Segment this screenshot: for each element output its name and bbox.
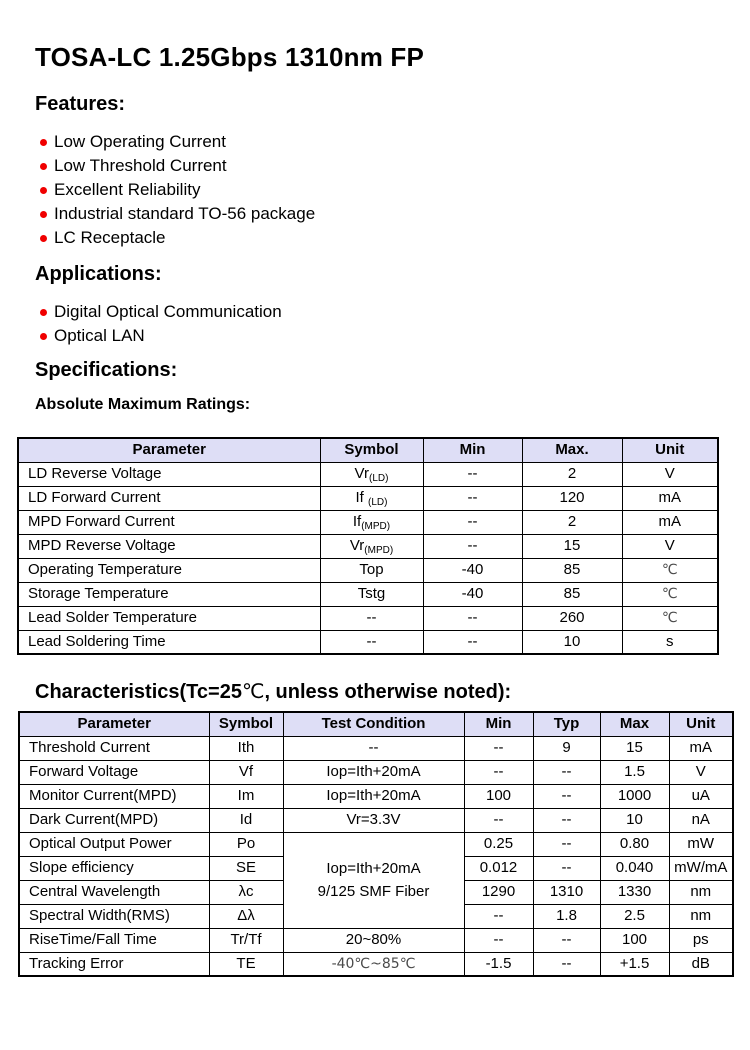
col-header-test-condition: Test Condition xyxy=(283,712,464,736)
col-header-unit: Unit xyxy=(669,712,733,736)
symbol-base: If xyxy=(355,489,369,506)
heading-text: Characteristics(Tc=25 xyxy=(35,681,242,703)
table-row xyxy=(19,952,733,976)
cell-parameter: Storage Temperature xyxy=(18,582,320,606)
cell-max: 1.5 xyxy=(600,760,669,784)
cell-symbol: -- xyxy=(320,606,423,630)
table-header-row xyxy=(18,438,718,462)
cell-symbol: Tr/Tf xyxy=(209,928,283,952)
cell-condition: Vr=3.3V xyxy=(283,808,464,832)
bullet-icon xyxy=(40,187,47,194)
abs-max-ratings-heading: Absolute Maximum Ratings: xyxy=(35,396,251,413)
cell-min: -1.5 xyxy=(464,952,533,976)
cell-max: 2.5 xyxy=(600,904,669,928)
cell-symbol xyxy=(320,534,423,558)
cell-typ: -- xyxy=(533,808,600,832)
cell-unit: dB xyxy=(669,952,733,976)
col-header-unit: Unit xyxy=(622,438,718,462)
characteristics-table xyxy=(18,711,734,977)
symbol-base: If xyxy=(352,513,362,530)
cell-typ: -- xyxy=(533,760,600,784)
cell-min: -- xyxy=(464,904,533,928)
cell-max: 2 xyxy=(522,462,622,486)
table-row xyxy=(18,630,718,654)
cell-symbol: Vf xyxy=(209,760,283,784)
heading-text: , unless otherwise noted): xyxy=(264,681,512,703)
cell-parameter: LD Forward Current xyxy=(18,486,320,510)
cell-unit: ℃ xyxy=(622,558,718,582)
cell-max: 85 xyxy=(522,558,622,582)
cell-unit: nm xyxy=(669,904,733,928)
cell-min: -40 xyxy=(423,558,522,582)
cell-max: +1.5 xyxy=(600,952,669,976)
table-row xyxy=(18,606,718,630)
application-text: Optical LAN xyxy=(54,326,145,345)
feature-text: Industrial standard TO-56 package xyxy=(54,204,316,223)
cell-parameter: Slope efficiency xyxy=(19,856,209,880)
list-item xyxy=(40,154,750,178)
page-title: TOSA-LC 1.25Gbps 1310nm FP xyxy=(35,42,425,72)
table-row xyxy=(18,534,718,558)
symbol-subscript: (MPD) xyxy=(364,545,394,556)
cell-max: 0.040 xyxy=(600,856,669,880)
cell-unit: mA xyxy=(622,486,718,510)
cell-parameter: RiseTime/Fall Time xyxy=(19,928,209,952)
cell-min: -- xyxy=(423,534,522,558)
cell-min: -- xyxy=(423,630,522,654)
cell-max: 15 xyxy=(600,736,669,760)
symbol-subscript: (LD) xyxy=(368,497,388,508)
cell-typ: -- xyxy=(533,832,600,856)
table-row xyxy=(18,582,718,606)
cell-parameter: Operating Temperature xyxy=(18,558,320,582)
cell-min: 100 xyxy=(464,784,533,808)
cell-parameter: MPD Forward Current xyxy=(18,510,320,534)
cell-unit: V xyxy=(622,534,718,558)
bullet-icon xyxy=(40,139,47,146)
cell-condition: -40℃~85℃ xyxy=(283,952,464,976)
features-heading: Features: xyxy=(35,93,126,115)
cell-symbol: λc xyxy=(209,880,283,904)
cell-typ: 1310 xyxy=(533,880,600,904)
feature-text: Excellent Reliability xyxy=(54,180,201,199)
bullet-icon xyxy=(40,309,47,316)
list-item xyxy=(40,300,750,324)
table-row xyxy=(19,928,733,952)
cell-max: 2 xyxy=(522,510,622,534)
specifications-heading: Specifications: xyxy=(35,359,178,381)
cell-parameter: Dark Current(MPD) xyxy=(19,808,209,832)
cell-symbol: -- xyxy=(320,630,423,654)
bullet-icon xyxy=(40,211,47,218)
cell-max: 100 xyxy=(600,928,669,952)
cell-unit: mA xyxy=(669,736,733,760)
cell-min: -40 xyxy=(423,582,522,606)
applications-heading: Applications: xyxy=(35,263,162,285)
cell-min: -- xyxy=(464,928,533,952)
bullet-icon xyxy=(40,163,47,170)
cell-unit: nA xyxy=(669,808,733,832)
cell-unit: ps xyxy=(669,928,733,952)
cell-symbol xyxy=(320,486,423,510)
cell-min: -- xyxy=(464,760,533,784)
degree-celsius-glyph: ℃ xyxy=(241,679,265,703)
cell-min: 0.012 xyxy=(464,856,533,880)
col-header-max: Max. xyxy=(522,438,622,462)
features-list xyxy=(0,130,750,250)
cell-parameter: Forward Voltage xyxy=(19,760,209,784)
application-text: Digital Optical Communication xyxy=(54,302,282,321)
symbol-base: Vr xyxy=(349,537,365,554)
col-header-parameter: Parameter xyxy=(18,438,320,462)
table-row xyxy=(18,462,718,486)
applications-list xyxy=(0,300,750,348)
cell-typ: -- xyxy=(533,928,600,952)
cell-max: 10 xyxy=(522,630,622,654)
cell-condition: Iop=Ith+20mA xyxy=(283,760,464,784)
table-row xyxy=(18,558,718,582)
table-row xyxy=(19,808,733,832)
col-header-symbol: Symbol xyxy=(320,438,423,462)
cell-condition: Iop=Ith+20mA xyxy=(283,784,464,808)
list-item xyxy=(40,226,750,250)
cell-min: -- xyxy=(423,606,522,630)
symbol-base: Vr xyxy=(354,465,369,482)
cell-unit: mW xyxy=(669,832,733,856)
cell-min: -- xyxy=(423,486,522,510)
cell-parameter: Lead Soldering Time xyxy=(18,630,320,654)
cell-typ: -- xyxy=(533,952,600,976)
cell-unit: s xyxy=(622,630,718,654)
table-row xyxy=(19,784,733,808)
list-item xyxy=(40,202,750,226)
cell-parameter: Lead Solder Temperature xyxy=(18,606,320,630)
cell-typ: 9 xyxy=(533,736,600,760)
cell-unit: V xyxy=(669,760,733,784)
cell-min: -- xyxy=(464,736,533,760)
cell-max: 260 xyxy=(522,606,622,630)
cell-max: 0.80 xyxy=(600,832,669,856)
cell-symbol: TE xyxy=(209,952,283,976)
cell-typ: -- xyxy=(533,784,600,808)
table-row xyxy=(18,510,718,534)
cell-symbol: Im xyxy=(209,784,283,808)
cell-condition: 20~80% xyxy=(283,928,464,952)
bullet-icon xyxy=(40,235,47,242)
cell-typ: 1.8 xyxy=(533,904,600,928)
cell-max: 1000 xyxy=(600,784,669,808)
cell-symbol xyxy=(320,510,423,534)
cell-max: 120 xyxy=(522,486,622,510)
cell-parameter: MPD Reverse Voltage xyxy=(18,534,320,558)
col-header-typ: Typ xyxy=(533,712,600,736)
cell-parameter: Monitor Current(MPD) xyxy=(19,784,209,808)
cell-typ: -- xyxy=(533,856,600,880)
table-row xyxy=(19,760,733,784)
cell-symbol: Ith xyxy=(209,736,283,760)
cell-unit: mA xyxy=(622,510,718,534)
cell-unit: nm xyxy=(669,880,733,904)
cell-max: 10 xyxy=(600,808,669,832)
cell-min: 1290 xyxy=(464,880,533,904)
cell-symbol: Id xyxy=(209,808,283,832)
table-row xyxy=(18,486,718,510)
col-header-parameter: Parameter xyxy=(19,712,209,736)
cell-max: 15 xyxy=(522,534,622,558)
feature-text: Low Operating Current xyxy=(54,132,226,151)
cell-parameter: LD Reverse Voltage xyxy=(18,462,320,486)
cell-parameter: Threshold Current xyxy=(19,736,209,760)
symbol-subscript: (LD) xyxy=(369,473,389,484)
cell-parameter: Optical Output Power xyxy=(19,832,209,856)
cell-condition: -- xyxy=(283,736,464,760)
cell-symbol: Δλ xyxy=(209,904,283,928)
list-item xyxy=(40,178,750,202)
cell-unit: uA xyxy=(669,784,733,808)
cell-unit: ℃ xyxy=(622,606,718,630)
list-item xyxy=(40,130,750,154)
col-header-symbol: Symbol xyxy=(209,712,283,736)
col-header-min: Min xyxy=(423,438,522,462)
condition-line: Iop=Ith+20mA xyxy=(326,860,421,877)
cell-min: -- xyxy=(464,808,533,832)
feature-text: Low Threshold Current xyxy=(54,156,227,175)
table-header-row xyxy=(19,712,733,736)
cell-max: 1330 xyxy=(600,880,669,904)
col-header-max: Max xyxy=(600,712,669,736)
cell-min: -- xyxy=(423,510,522,534)
cell-min: 0.25 xyxy=(464,832,533,856)
bullet-icon xyxy=(40,333,47,340)
symbol-subscript: (MPD) xyxy=(361,521,391,532)
characteristics-heading xyxy=(35,679,750,704)
abs-max-table xyxy=(17,437,719,655)
cell-parameter: Tracking Error xyxy=(19,952,209,976)
cell-min: -- xyxy=(423,462,522,486)
condition-line: 9/125 SMF Fiber xyxy=(317,883,430,900)
cell-symbol: SE xyxy=(209,856,283,880)
cell-condition-merged xyxy=(283,832,464,928)
cell-symbol: Top xyxy=(320,558,423,582)
cell-max: 85 xyxy=(522,582,622,606)
list-item xyxy=(40,324,750,348)
cell-unit: mW/mA xyxy=(669,856,733,880)
cell-symbol: Po xyxy=(209,832,283,856)
cell-parameter: Central Wavelength xyxy=(19,880,209,904)
cell-unit: ℃ xyxy=(622,582,718,606)
cell-symbol xyxy=(320,462,423,486)
feature-text: LC Receptacle xyxy=(54,228,166,247)
col-header-min: Min xyxy=(464,712,533,736)
table-row xyxy=(19,832,733,856)
cell-symbol: Tstg xyxy=(320,582,423,606)
cell-unit: V xyxy=(622,462,718,486)
cell-parameter: Spectral Width(RMS) xyxy=(19,904,209,928)
table-row xyxy=(19,736,733,760)
